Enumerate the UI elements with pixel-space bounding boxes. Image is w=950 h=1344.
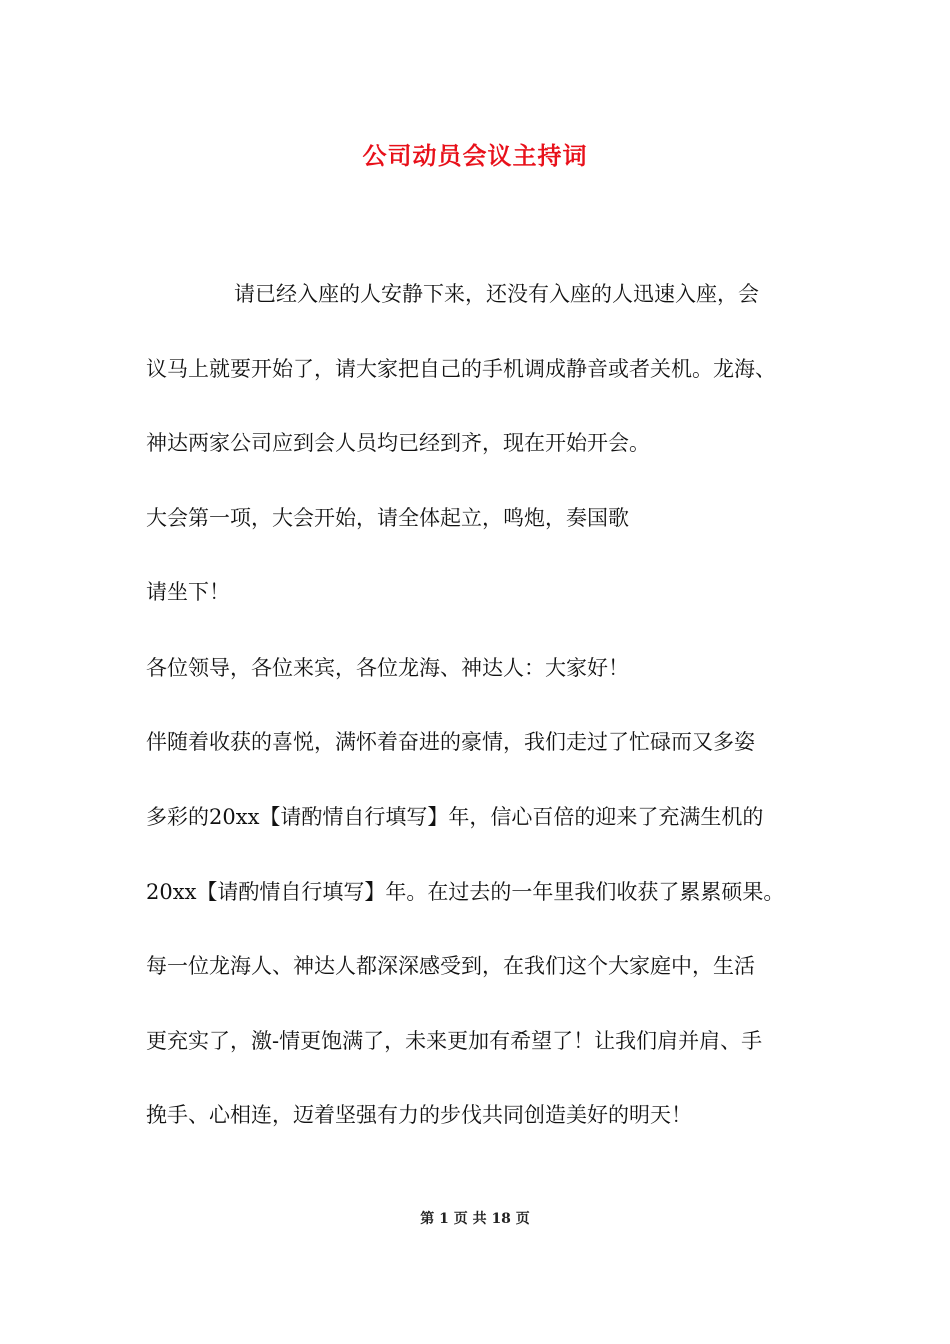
document-title: 公司动员会议主持词	[362, 141, 588, 170]
paragraph-line-7: 伴随着收获的喜悦，满怀着奋进的豪情，我们走过了忙碌而又多姿	[146, 730, 755, 754]
paragraph-line-8: 多彩的20xx【请酌情自行填写】年，信心百倍的迎来了充满生机的	[146, 805, 764, 829]
paragraph-line-10: 每一位龙海人、神达人都深深感受到，在我们这个大家庭中，生活	[146, 954, 755, 978]
paragraph-line-12: 挽手、心相连，迈着坚强有力的步伐共同创造美好的明天！	[146, 1103, 692, 1127]
paragraph-line-6: 各位领导，各位来宾，各位龙海、神达人：大家好！	[146, 656, 629, 680]
paragraph-line-1: 请已经入座的人安静下来，还没有入座的人迅速入座，会	[234, 282, 759, 306]
paragraph-line-3: 神达两家公司应到会人员均已经到齐，现在开始开会。	[146, 431, 650, 455]
paragraph-line-11: 更充实了，激-情更饱满了，未来更加有希望了！让我们肩并肩、手	[146, 1029, 763, 1053]
page-footer: 第 1 页 共 18 页	[420, 1211, 530, 1227]
paragraph-line-4: 大会第一项，大会开始，请全体起立，鸣炮，奏国歌	[146, 506, 629, 530]
paragraph-line-5: 请坐下！	[146, 580, 230, 604]
paragraph-line-9: 20xx【请酌情自行填写】年。在过去的一年里我们收获了累累硕果。	[146, 880, 785, 904]
paragraph-line-2: 议马上就要开始了，请大家把自己的手机调成静音或者关机。龙海、	[146, 357, 776, 381]
